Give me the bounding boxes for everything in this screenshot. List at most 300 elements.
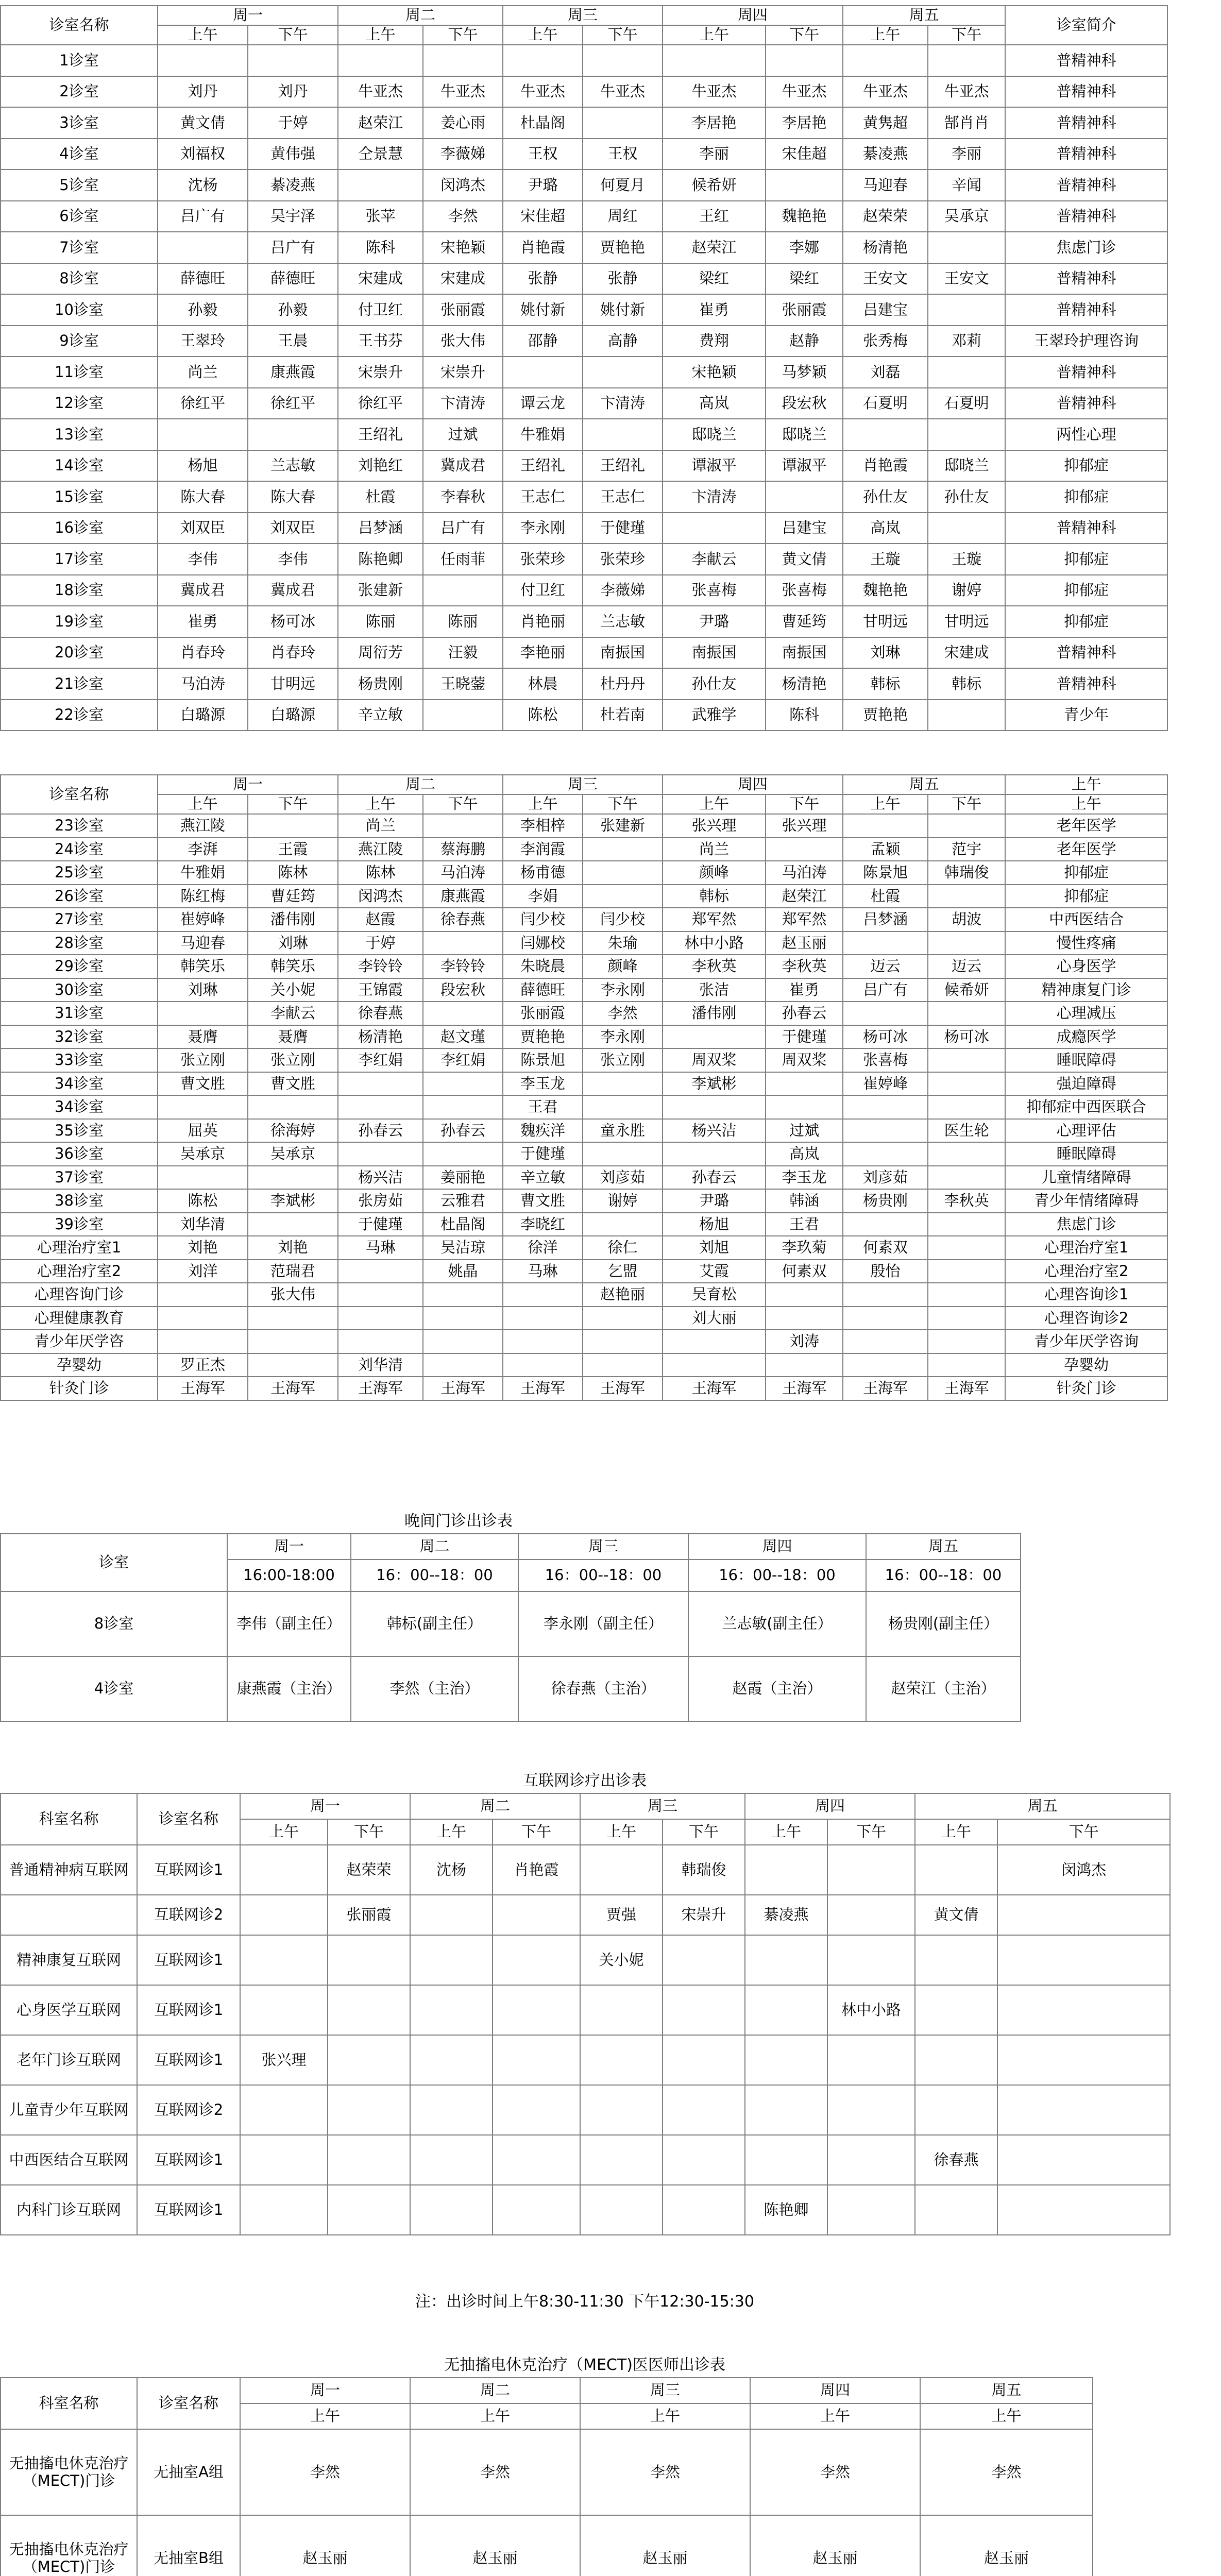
doctor-cell: 张大伟 bbox=[423, 326, 503, 357]
doctor-cell: 闫少校 bbox=[583, 908, 663, 931]
header-weekday: 周四 bbox=[688, 1534, 866, 1560]
mect-title: 无抽搐电休克治疗（MECT)医医师出诊表 bbox=[444, 2356, 725, 2374]
doctor-cell bbox=[423, 1307, 503, 1330]
header-half-day: 上午 bbox=[410, 1819, 493, 1845]
doctor-cell bbox=[745, 1935, 827, 1985]
header-weekday: 周四 bbox=[745, 1793, 915, 1819]
doctor-cell: 黄文倩 bbox=[766, 544, 843, 575]
evening-clinic-table bbox=[0, 1533, 1021, 1722]
doctor-cell bbox=[843, 1002, 928, 1025]
doctor-cell bbox=[410, 1935, 493, 1985]
doctor-cell: 宋建成 bbox=[423, 263, 503, 295]
doctor-cell: 张大伟 bbox=[248, 1283, 338, 1307]
doctor-cell: 韩标 bbox=[928, 668, 1005, 700]
doctor-cell: 过斌 bbox=[423, 419, 503, 450]
doctor-cell: 姚付新 bbox=[503, 294, 583, 326]
header-clinic: 诊室名称 bbox=[137, 2378, 240, 2429]
clinic-intro-cell: 普精神科 bbox=[1005, 294, 1167, 326]
doctor-cell: 朱瑜 bbox=[583, 931, 663, 955]
clinic-name-cell: 25诊室 bbox=[1, 861, 158, 885]
table-row bbox=[1, 606, 1167, 637]
doctor-cell: 韩涵 bbox=[766, 1189, 843, 1213]
doctor-cell bbox=[843, 1307, 928, 1330]
doctor-cell bbox=[338, 1283, 423, 1307]
doctor-cell: 陈丽 bbox=[423, 606, 503, 637]
doctor-cell: 范瑞君 bbox=[248, 1260, 338, 1283]
doctor-cell: 冀成君 bbox=[248, 575, 338, 606]
doctor-cell: 杜霞 bbox=[843, 885, 928, 908]
clinic-name-cell: 11诊室 bbox=[1, 357, 158, 388]
doctor-cell: 张喜梅 bbox=[766, 575, 843, 606]
doctor-cell bbox=[843, 1213, 928, 1236]
doctor-cell: 牛雅娟 bbox=[158, 861, 248, 885]
doctor-cell: 赵玉丽 bbox=[750, 2515, 920, 2576]
doctor-cell: 王海军 bbox=[843, 1377, 928, 1400]
doctor-cell bbox=[503, 1353, 583, 1377]
doctor-cell bbox=[663, 1095, 766, 1119]
doctor-cell bbox=[338, 1260, 423, 1283]
doctor-cell bbox=[493, 2085, 580, 2135]
doctor-cell bbox=[997, 1935, 1170, 1985]
doctor-cell bbox=[843, 1142, 928, 1166]
doctor-cell bbox=[766, 838, 843, 861]
doctor-cell: 闫少校 bbox=[503, 908, 583, 931]
time-cell: 16：00--18：00 bbox=[351, 1560, 518, 1591]
doctor-cell bbox=[423, 1072, 503, 1096]
doctor-cell: 赵霞 bbox=[338, 908, 423, 931]
doctor-cell bbox=[583, 1072, 663, 1096]
header-weekday: 周四 bbox=[663, 775, 843, 794]
doctor-cell: 吴承京 bbox=[928, 201, 1005, 232]
header-half-day: 下午 bbox=[493, 1819, 580, 1845]
doctor-cell: 张静 bbox=[503, 263, 583, 295]
doctor-cell: 殷怡 bbox=[843, 1260, 928, 1283]
doctor-cell: 孙毅 bbox=[248, 294, 338, 326]
doctor-cell: 李薇娣 bbox=[423, 139, 503, 170]
doctor-cell bbox=[928, 45, 1005, 76]
doctor-cell: 孙春云 bbox=[766, 1002, 843, 1025]
table-row bbox=[1, 170, 1167, 201]
doctor-cell bbox=[338, 1307, 423, 1330]
doctor-cell: 王海军 bbox=[248, 1377, 338, 1400]
doctor-cell bbox=[915, 1935, 997, 1985]
table-row bbox=[1, 2085, 1170, 2135]
doctor-cell: 徐海婷 bbox=[248, 1119, 338, 1143]
doctor-cell: 南振国 bbox=[583, 637, 663, 669]
doctor-cell: 徐春燕（主治） bbox=[518, 1656, 688, 1721]
doctor-cell: 甘明远 bbox=[248, 668, 338, 700]
header-clinic: 诊室名称 bbox=[137, 1793, 240, 1845]
clinic-intro-cell: 老年医学 bbox=[1005, 814, 1167, 838]
doctor-cell: 宋建成 bbox=[928, 637, 1005, 669]
doctor-cell: 李秋英 bbox=[663, 955, 766, 978]
doctor-cell bbox=[240, 1845, 328, 1895]
doctor-cell bbox=[503, 1330, 583, 1353]
doctor-cell: 李红娟 bbox=[423, 1048, 503, 1072]
doctor-cell: 潘伟刚 bbox=[248, 908, 338, 931]
doctor-cell bbox=[843, 1353, 928, 1377]
header-weekday: 周三 bbox=[580, 1793, 745, 1819]
table-row bbox=[1, 419, 1167, 450]
doctor-cell bbox=[928, 1048, 1005, 1072]
doctor-cell: 徐红平 bbox=[158, 388, 248, 419]
doctor-cell bbox=[328, 2135, 410, 2185]
doctor-cell: 杜晶阁 bbox=[423, 1213, 503, 1236]
doctor-cell bbox=[928, 1353, 1005, 1377]
doctor-cell: 南振国 bbox=[663, 637, 766, 669]
clinic-name-cell: 互联网诊2 bbox=[137, 2085, 240, 2135]
clinic-intro-cell: 抑郁症 bbox=[1005, 544, 1167, 575]
doctor-cell: 曹廷筠 bbox=[248, 885, 338, 908]
clinic-name-cell: 9诊室 bbox=[1, 326, 158, 357]
clinic-name-cell: 34诊室 bbox=[1, 1072, 158, 1096]
clinic-name-cell: 3诊室 bbox=[1, 107, 158, 139]
clinic-intro-cell: 抑郁症 bbox=[1005, 861, 1167, 885]
header-half-day: 下午 bbox=[766, 25, 843, 45]
doctor-cell: 杨清艳 bbox=[766, 668, 843, 700]
table-row bbox=[1, 1330, 1167, 1353]
header-weekday: 周五 bbox=[843, 775, 1005, 794]
clinic-name-cell: 13诊室 bbox=[1, 419, 158, 450]
doctor-cell bbox=[745, 2035, 827, 2085]
doctor-cell bbox=[423, 1283, 503, 1307]
doctor-cell: 王红 bbox=[663, 201, 766, 232]
doctor-cell bbox=[328, 1985, 410, 2035]
clinic-name-cell: 6诊室 bbox=[1, 201, 158, 232]
header-half-day: 上午 bbox=[503, 794, 583, 814]
doctor-cell: 郑军然 bbox=[663, 908, 766, 931]
doctor-cell: 贾艳艳 bbox=[843, 700, 928, 731]
doctor-cell: 李薇娣 bbox=[583, 575, 663, 606]
table-row bbox=[1, 1845, 1170, 1895]
doctor-cell bbox=[928, 1213, 1005, 1236]
header-half-day: 上午 bbox=[663, 25, 766, 45]
doctor-cell: 徐春燕 bbox=[338, 1002, 423, 1025]
doctor-cell bbox=[827, 2035, 915, 2085]
doctor-cell: 牛亚杰 bbox=[766, 76, 843, 108]
doctor-cell: 迈云 bbox=[928, 955, 1005, 978]
header-weekday: 周五 bbox=[866, 1534, 1021, 1560]
doctor-cell: 李然 bbox=[580, 2429, 750, 2515]
doctor-cell: 黄伟强 bbox=[248, 139, 338, 170]
doctor-cell: 陈丽 bbox=[338, 606, 423, 637]
doctor-cell: 肖艳霞 bbox=[493, 1845, 580, 1895]
doctor-cell: 李然（主治） bbox=[351, 1656, 518, 1721]
doctor-cell bbox=[766, 1307, 843, 1330]
doctor-cell: 尹璐 bbox=[663, 606, 766, 637]
dept-name-cell: 无抽搐电休克治疗（MECT)门诊 bbox=[1, 2515, 137, 2576]
doctor-cell: 郜肖肖 bbox=[928, 107, 1005, 139]
doctor-cell: 李永刚 bbox=[583, 978, 663, 1002]
doctor-cell: 康燕霞 bbox=[423, 885, 503, 908]
doctor-cell: 迈云 bbox=[843, 955, 928, 978]
doctor-cell: 宋艳颖 bbox=[663, 357, 766, 388]
doctor-cell: 韩标 bbox=[843, 668, 928, 700]
table-row bbox=[1, 575, 1167, 606]
doctor-cell: 贾艳艳 bbox=[583, 232, 663, 263]
doctor-cell: 周双桨 bbox=[663, 1048, 766, 1072]
doctor-cell: 杨兴洁 bbox=[663, 1119, 766, 1143]
doctor-cell: 王海军 bbox=[583, 1377, 663, 1400]
doctor-cell bbox=[580, 1845, 663, 1895]
doctor-cell bbox=[158, 1330, 248, 1353]
mect-table bbox=[0, 2377, 1093, 2576]
doctor-cell: 马泊涛 bbox=[766, 861, 843, 885]
header-half-day: 上午 bbox=[338, 25, 423, 45]
doctor-cell: 闵鸿杰 bbox=[338, 885, 423, 908]
table-row bbox=[1, 388, 1167, 419]
header-half-day: 上午 bbox=[410, 2403, 580, 2429]
doctor-cell bbox=[248, 1213, 338, 1236]
dept-name-cell bbox=[1, 1895, 137, 1935]
clinic-name-cell: 36诊室 bbox=[1, 1142, 158, 1166]
clinic-name-cell: 互联网诊1 bbox=[137, 1935, 240, 1985]
doctor-cell: 赵玉丽 bbox=[580, 2515, 750, 2576]
doctor-cell: 李湃 bbox=[158, 838, 248, 861]
doctor-cell bbox=[583, 1307, 663, 1330]
clinic-name-cell: 28诊室 bbox=[1, 931, 158, 955]
doctor-cell: 曹文胜 bbox=[503, 1189, 583, 1213]
table-row bbox=[1, 107, 1167, 139]
doctor-cell: 林中小路 bbox=[663, 931, 766, 955]
table-row bbox=[1, 201, 1167, 232]
header-half-day: 上午 bbox=[663, 794, 766, 814]
doctor-cell: 黄隽超 bbox=[843, 107, 928, 139]
clinic-name-cell: 5诊室 bbox=[1, 170, 158, 201]
doctor-cell: 王璇 bbox=[928, 544, 1005, 575]
doctor-cell: 孟颖 bbox=[843, 838, 928, 861]
doctor-cell: 陈林 bbox=[338, 861, 423, 885]
table-row bbox=[1, 1048, 1167, 1072]
doctor-cell: 赵霞（主治） bbox=[688, 1656, 866, 1721]
doctor-cell bbox=[583, 419, 663, 450]
doctor-cell bbox=[493, 2185, 580, 2235]
doctor-cell: 赵荣江（主治） bbox=[866, 1656, 1021, 1721]
doctor-cell: 赵文瑾 bbox=[423, 1025, 503, 1049]
doctor-cell: 马琳 bbox=[338, 1236, 423, 1260]
doctor-cell: 宋建成 bbox=[338, 263, 423, 295]
doctor-cell bbox=[843, 814, 928, 838]
doctor-cell: 王海军 bbox=[663, 1377, 766, 1400]
doctor-cell: 李秋英 bbox=[766, 955, 843, 978]
doctor-cell: 邸晓兰 bbox=[766, 419, 843, 450]
doctor-cell: 张立刚 bbox=[583, 1048, 663, 1072]
clinic-name-cell: 青少年厌学咨 bbox=[1, 1330, 158, 1353]
doctor-cell bbox=[928, 1260, 1005, 1283]
doctor-cell bbox=[663, 1985, 745, 2035]
doctor-cell: 张建新 bbox=[583, 814, 663, 838]
doctor-cell: 胡波 bbox=[928, 908, 1005, 931]
table-row bbox=[1, 1002, 1167, 1025]
doctor-cell bbox=[423, 1002, 503, 1025]
clinic-name-cell: 32诊室 bbox=[1, 1025, 158, 1049]
doctor-cell bbox=[843, 419, 928, 450]
doctor-cell: 石夏明 bbox=[928, 388, 1005, 419]
header-half-day: 上午 bbox=[158, 25, 248, 45]
doctor-cell: 颜峰 bbox=[663, 861, 766, 885]
doctor-cell: 白璐源 bbox=[158, 700, 248, 731]
clinic-intro-cell: 睡眠障碍 bbox=[1005, 1048, 1167, 1072]
clinic-intro-cell: 抑郁症 bbox=[1005, 481, 1167, 513]
doctor-cell bbox=[745, 1985, 827, 2035]
doctor-cell: 贾强 bbox=[580, 1895, 663, 1935]
evening-clinic-block bbox=[0, 1533, 1021, 1722]
doctor-cell: 王晨 bbox=[248, 326, 338, 357]
clinic-name-cell: 8诊室 bbox=[1, 1591, 227, 1656]
table-row bbox=[1, 1025, 1167, 1049]
doctor-cell: 吕广有 bbox=[248, 232, 338, 263]
doctor-cell: 黄文倩 bbox=[915, 1895, 997, 1935]
doctor-cell bbox=[663, 2185, 745, 2235]
doctor-cell: 卞清涛 bbox=[663, 481, 766, 513]
doctor-cell: 任雨菲 bbox=[423, 544, 503, 575]
doctor-cell bbox=[928, 1002, 1005, 1025]
doctor-cell bbox=[338, 45, 423, 76]
doctor-cell: 宋佳超 bbox=[766, 139, 843, 170]
doctor-cell: 周双桨 bbox=[766, 1048, 843, 1072]
clinic-name-cell: 24诊室 bbox=[1, 838, 158, 861]
doctor-cell: 孙春云 bbox=[423, 1119, 503, 1143]
doctor-cell: 段宏秋 bbox=[766, 388, 843, 419]
doctor-cell: 杨旭 bbox=[158, 450, 248, 482]
doctor-cell bbox=[843, 1095, 928, 1119]
doctor-cell: 李斌彬 bbox=[663, 1072, 766, 1096]
doctor-cell: 孙仕友 bbox=[663, 668, 766, 700]
clinic-name-cell: 27诊室 bbox=[1, 908, 158, 931]
table-row bbox=[1, 1213, 1167, 1236]
doctor-cell bbox=[766, 1095, 843, 1119]
doctor-cell bbox=[663, 1330, 766, 1353]
table-row bbox=[1, 1895, 1170, 1935]
doctor-cell: 陈景旭 bbox=[843, 861, 928, 885]
doctor-cell bbox=[248, 1353, 338, 1377]
doctor-cell: 周红 bbox=[583, 201, 663, 232]
doctor-cell bbox=[158, 1166, 248, 1190]
clinic-intro-cell: 心理减压 bbox=[1005, 1002, 1167, 1025]
doctor-cell: 兰志敏 bbox=[248, 450, 338, 482]
doctor-cell: 李春秋 bbox=[423, 481, 503, 513]
header-row bbox=[1, 6, 1167, 25]
doctor-cell: 张秀梅 bbox=[843, 326, 928, 357]
header-row bbox=[1, 2378, 1093, 2403]
doctor-cell bbox=[663, 1025, 766, 1049]
doctor-cell: 刘旭 bbox=[663, 1236, 766, 1260]
doctor-cell bbox=[240, 2135, 328, 2185]
time-cell: 16：00--18：00 bbox=[688, 1560, 866, 1591]
clinic-name-cell: 心理治疗室2 bbox=[1, 1260, 158, 1283]
doctor-cell: 刘双臣 bbox=[248, 513, 338, 544]
clinic-intro-cell: 普精神科 bbox=[1005, 76, 1167, 108]
table-row bbox=[1, 908, 1167, 931]
doctor-cell: 付卫红 bbox=[503, 575, 583, 606]
doctor-cell: 徐春燕 bbox=[423, 908, 503, 931]
clinic-intro-cell: 强迫障碍 bbox=[1005, 1072, 1167, 1096]
doctor-cell: 王璇 bbox=[843, 544, 928, 575]
clinic-name-cell: 无抽室A组 bbox=[137, 2429, 240, 2515]
header-half-day: 下午 bbox=[766, 794, 843, 814]
dept-name-cell: 儿童青少年互联网 bbox=[1, 2085, 137, 2135]
doctor-cell: 李然 bbox=[240, 2429, 410, 2515]
doctor-cell bbox=[583, 1142, 663, 1166]
doctor-cell: 李娜 bbox=[766, 232, 843, 263]
schedule-table-1-block bbox=[0, 5, 1168, 731]
doctor-cell bbox=[663, 1353, 766, 1377]
header-half-day: 下午 bbox=[423, 794, 503, 814]
doctor-cell: 吕建宝 bbox=[766, 513, 843, 544]
doctor-cell: 沈杨 bbox=[410, 1845, 493, 1895]
doctor-cell bbox=[248, 814, 338, 838]
clinic-name-cell: 10诊室 bbox=[1, 294, 158, 326]
doctor-cell: 石夏明 bbox=[843, 388, 928, 419]
clinic-intro-cell: 普精神科 bbox=[1005, 139, 1167, 170]
table-row bbox=[1, 232, 1167, 263]
doctor-cell: 韩笑乐 bbox=[248, 955, 338, 978]
doctor-cell bbox=[158, 1095, 248, 1119]
clinic-intro-cell: 普精神科 bbox=[1005, 170, 1167, 201]
clinic-intro-cell: 心理治疗室2 bbox=[1005, 1260, 1167, 1283]
doctor-cell: 邵静 bbox=[503, 326, 583, 357]
clinic-name-cell: 21诊室 bbox=[1, 668, 158, 700]
doctor-cell: 魏疾洋 bbox=[503, 1119, 583, 1143]
doctor-cell bbox=[997, 1985, 1170, 2035]
table-row bbox=[1, 2135, 1170, 2185]
doctor-cell: 颜峰 bbox=[583, 955, 663, 978]
doctor-cell: 王权 bbox=[503, 139, 583, 170]
header-half-day: 下午 bbox=[248, 25, 338, 45]
clinic-schedule-table-2 bbox=[0, 774, 1168, 1401]
doctor-cell: 张兴理 bbox=[766, 814, 843, 838]
doctor-cell: 乞盟 bbox=[583, 1260, 663, 1283]
table-row bbox=[1, 1377, 1167, 1400]
doctor-cell: 刘艳 bbox=[248, 1236, 338, 1260]
clinic-schedule-table-1 bbox=[0, 5, 1168, 731]
doctor-cell: 赵玉丽 bbox=[920, 2515, 1093, 2576]
doctor-cell: 王晓蓥 bbox=[423, 668, 503, 700]
clinic-intro-cell: 儿童情绪障碍 bbox=[1005, 1166, 1167, 1190]
doctor-cell: 韩瑞俊 bbox=[663, 1845, 745, 1895]
doctor-cell: 宋佳超 bbox=[503, 201, 583, 232]
doctor-cell: 谢婷 bbox=[928, 575, 1005, 606]
clinic-intro-cell: 老年医学 bbox=[1005, 838, 1167, 861]
doctor-cell: 王安文 bbox=[843, 263, 928, 295]
doctor-cell: 张荣珍 bbox=[503, 544, 583, 575]
doctor-cell: 段宏秋 bbox=[423, 978, 503, 1002]
doctor-cell bbox=[766, 1353, 843, 1377]
clinic-name-cell: 39诊室 bbox=[1, 1213, 158, 1236]
doctor-cell: 张丽霞 bbox=[328, 1895, 410, 1935]
doctor-cell: 梁红 bbox=[663, 263, 766, 295]
clinic-name-cell: 20诊室 bbox=[1, 637, 158, 669]
doctor-cell: 王海军 bbox=[766, 1377, 843, 1400]
doctor-cell: 邸晓兰 bbox=[928, 450, 1005, 482]
table-row bbox=[1, 814, 1167, 838]
dept-name-cell: 心身医学互联网 bbox=[1, 1985, 137, 2035]
doctor-cell: 宋崇升 bbox=[338, 357, 423, 388]
doctor-cell: 孙毅 bbox=[158, 294, 248, 326]
doctor-cell: 王书芬 bbox=[338, 326, 423, 357]
clinic-name-cell: 30诊室 bbox=[1, 978, 158, 1002]
doctor-cell: 赵静 bbox=[766, 326, 843, 357]
clinic-name-cell: 心理咨询门诊 bbox=[1, 1283, 158, 1307]
clinic-name-cell: 孕婴幼 bbox=[1, 1353, 158, 1377]
doctor-cell: 李斌彬 bbox=[248, 1189, 338, 1213]
header-half-day: 上午 bbox=[240, 1819, 328, 1845]
doctor-cell: 赵荣江 bbox=[663, 232, 766, 263]
doctor-cell: 王海军 bbox=[158, 1377, 248, 1400]
doctor-cell: 林中小路 bbox=[827, 1985, 915, 2035]
doctor-cell: 孙仕友 bbox=[928, 481, 1005, 513]
dept-name-cell: 无抽搐电休克治疗（MECT)门诊 bbox=[1, 2429, 137, 2515]
